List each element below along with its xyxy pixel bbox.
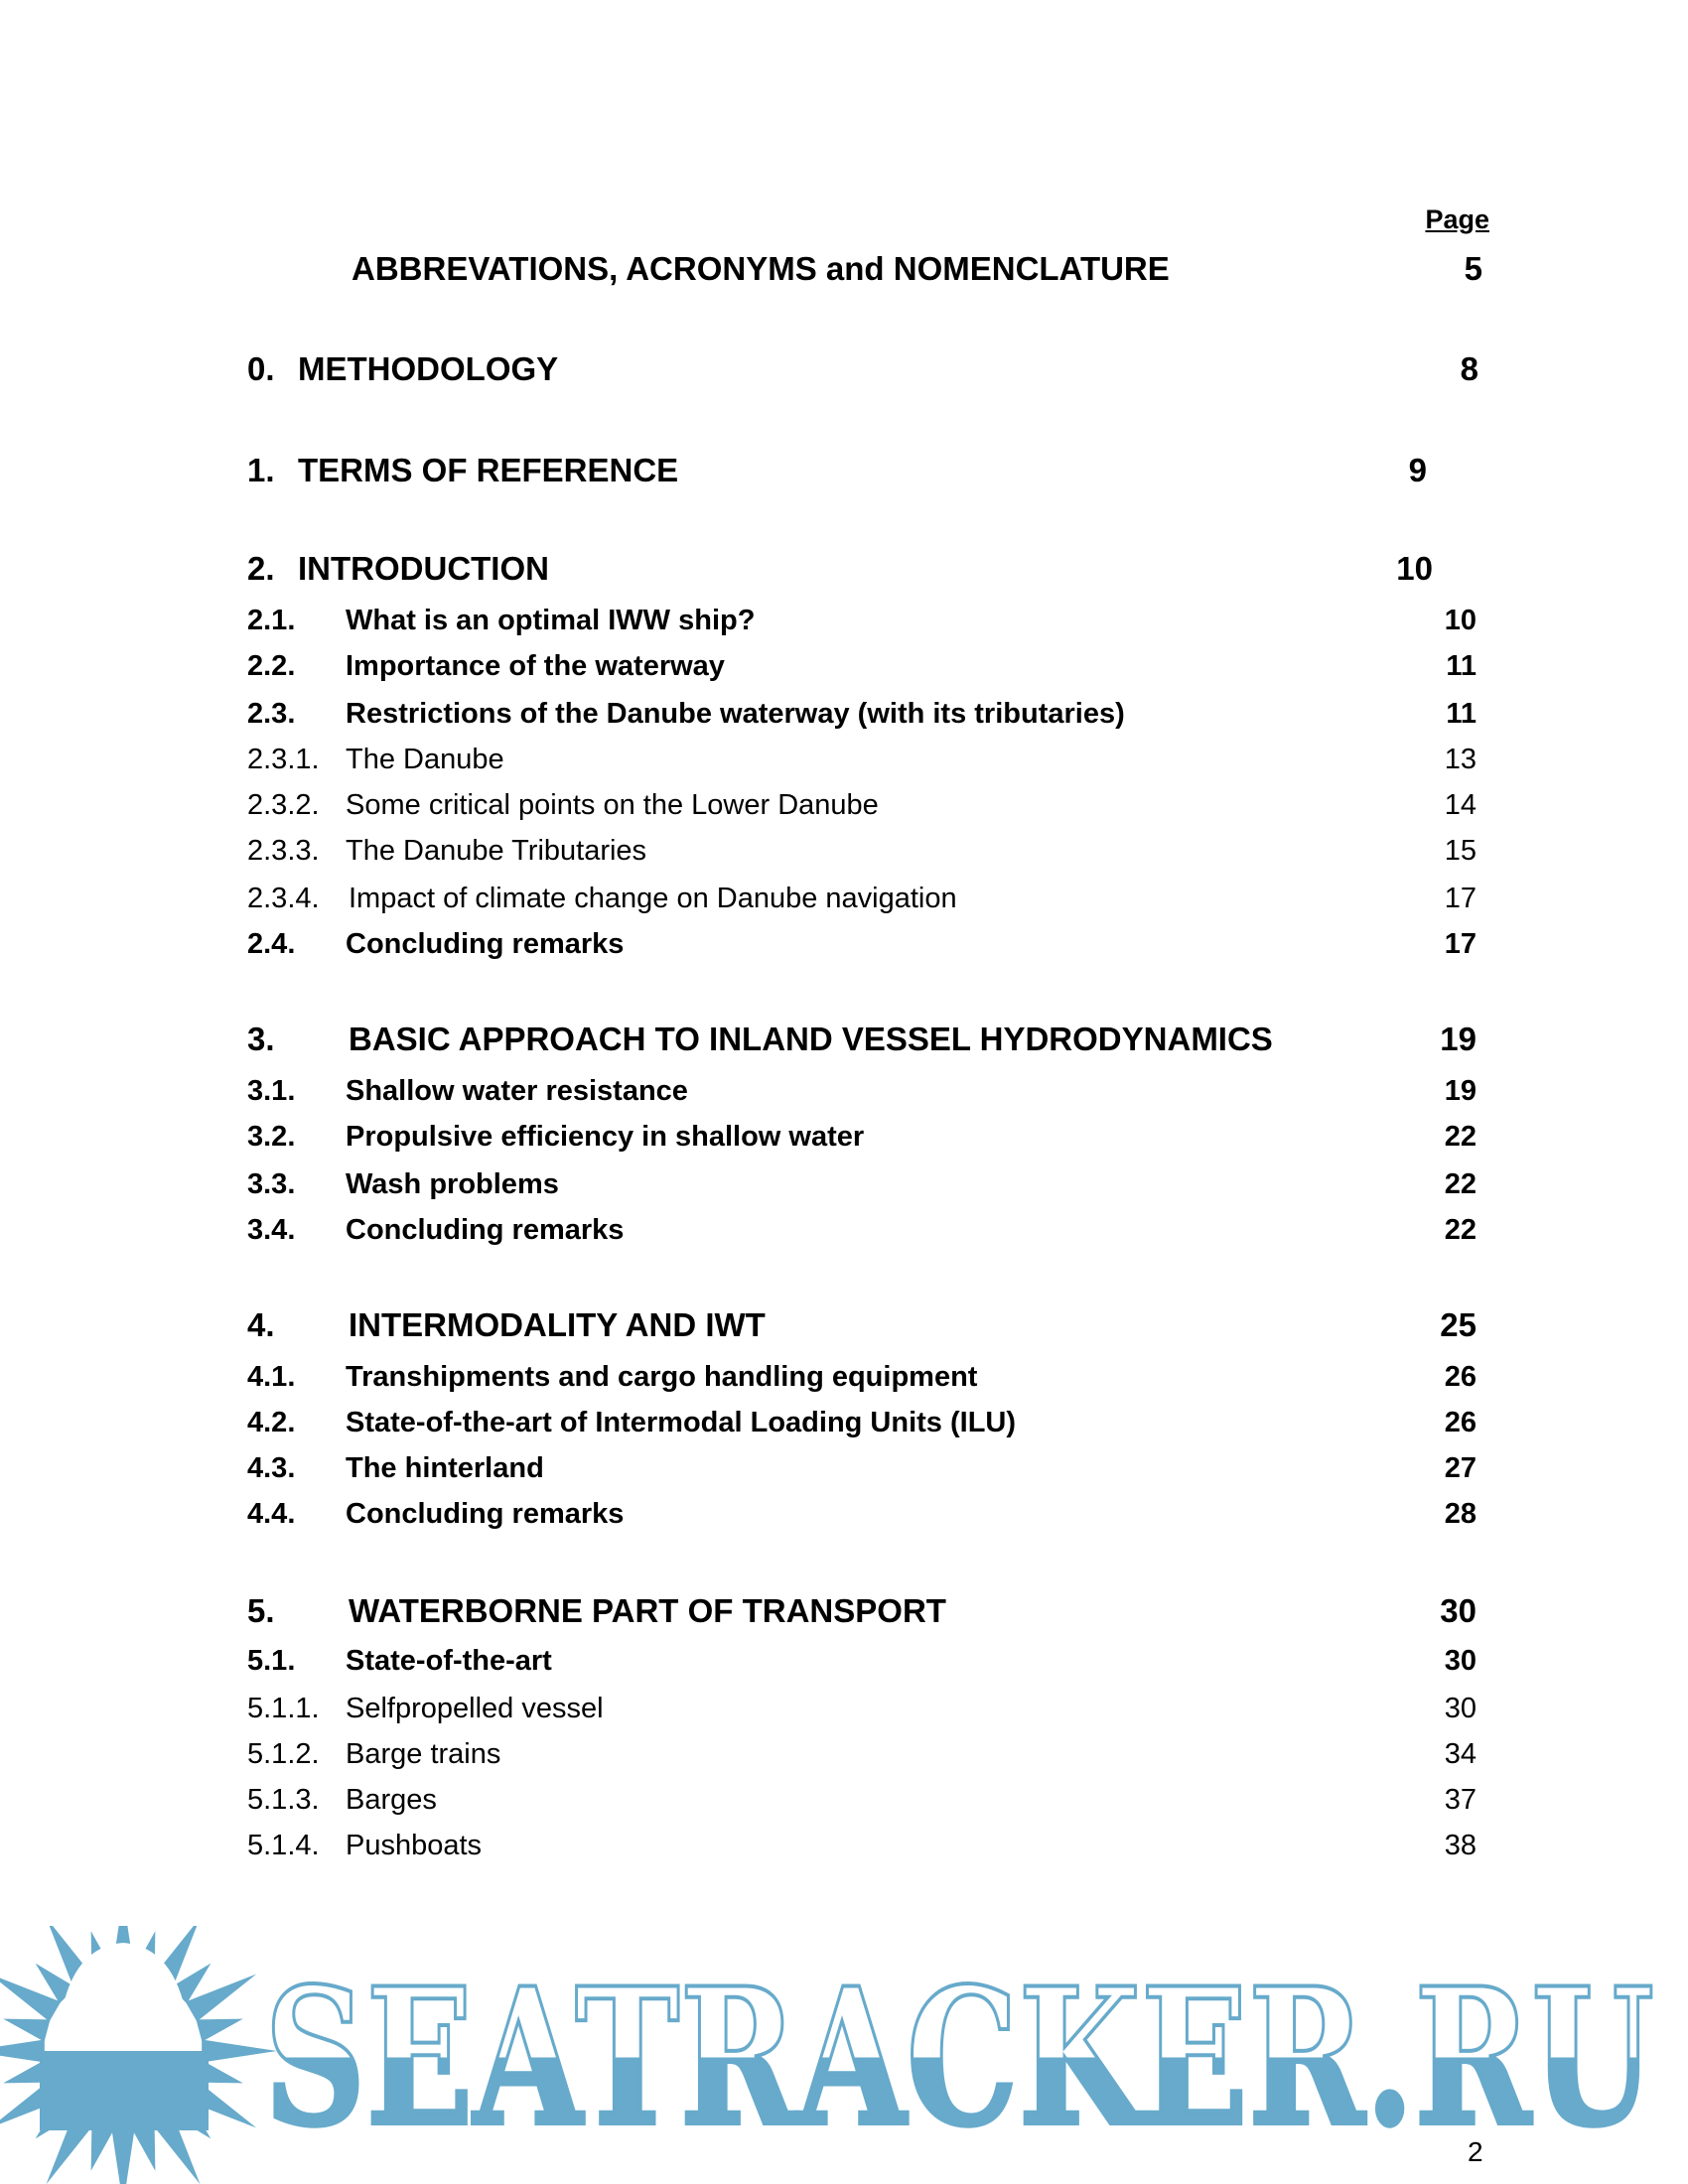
toc-entry[interactable]	[0, 1164, 1688, 1204]
toc-page: 17	[1444, 928, 1477, 960]
toc-title: The hinterland	[346, 1452, 544, 1484]
toc-number: 5.1.	[247, 1645, 296, 1677]
toc-number: 2.	[247, 550, 275, 587]
page-number: 2	[1468, 2136, 1483, 2167]
toc-number: 5.1.4.	[247, 1830, 320, 1861]
toc-page: 8	[1460, 350, 1478, 387]
sun-ray	[132, 2124, 155, 2171]
toc-page: 37	[1444, 1784, 1477, 1816]
toc-number: 3.4.	[247, 1214, 296, 1246]
seatracker-watermark-logo	[0, 1926, 1688, 2184]
toc-entry[interactable]	[0, 694, 1688, 734]
sun-ray	[112, 2129, 135, 2184]
toc-number: 4.1.	[247, 1361, 296, 1393]
toc-title: What is an optimal IWW ship?	[346, 605, 756, 636]
sun-ray	[0, 2040, 45, 2063]
toc-page: 22	[1444, 1168, 1477, 1200]
toc-title: Some critical points on the Lower Danube	[346, 789, 879, 821]
toc-entry[interactable]	[0, 740, 1688, 779]
toc-entry[interactable]	[0, 1403, 1688, 1442]
toc-entry[interactable]	[0, 1448, 1688, 1488]
toc-title: State-of-the-art of Intermodal Loading Units (ILU)	[346, 1407, 1017, 1438]
toc-page: 30	[1440, 1592, 1477, 1629]
toc-entry[interactable]	[0, 451, 1688, 490]
toc-page: 17	[1444, 883, 1477, 914]
toc-number: 3.1.	[247, 1075, 296, 1107]
toc-number: 2.3.1.	[247, 744, 320, 775]
toc-page: 26	[1444, 1407, 1477, 1438]
toc-entry[interactable]	[0, 1826, 1688, 1865]
toc-page: 22	[1444, 1121, 1477, 1153]
toc-number: 5.1.1.	[247, 1693, 320, 1724]
toc-number: 4.4.	[247, 1498, 296, 1530]
toc-title: The Danube	[346, 744, 504, 775]
toc-number: 3.2.	[247, 1121, 296, 1153]
toc-page: 10	[1444, 605, 1477, 636]
toc-entry[interactable]	[0, 1734, 1688, 1774]
toc-page: 26	[1444, 1361, 1477, 1393]
toc-page: 28	[1444, 1498, 1477, 1530]
sun-ray	[3, 2019, 50, 2042]
toc-page: 34	[1444, 1738, 1477, 1770]
toc-title: Importance of the waterway	[346, 650, 725, 682]
toc-number: 2.4.	[247, 928, 296, 960]
toc-entry[interactable]	[0, 1210, 1688, 1250]
toc-title: INTERMODALITY AND IWT	[349, 1306, 766, 1343]
toc-page: 15	[1444, 835, 1477, 867]
toc-number: 3.	[247, 1021, 275, 1057]
page-column-header: Page	[1425, 205, 1489, 234]
toc-title: Concluding remarks	[346, 1498, 625, 1530]
toc-number: 2.3.3.	[247, 835, 320, 867]
toc-page: 19	[1444, 1075, 1477, 1107]
toc-page: 14	[1444, 789, 1477, 821]
toc-page: 10	[1396, 550, 1433, 587]
toc-page: 5	[1464, 250, 1482, 287]
toc-title: State-of-the-art	[346, 1645, 552, 1677]
toc-title: TERMS OF REFERENCE	[298, 452, 679, 488]
sun-icon	[0, 1926, 277, 2184]
toc-title: Restrictions of the Danube waterway (with its tributaries)	[346, 698, 1125, 730]
toc-number: 2.2.	[247, 650, 296, 682]
toc-title: BASIC APPROACH TO INLAND VESSEL HYDRODYNAMICS	[349, 1021, 1273, 1057]
toc-title: INTRODUCTION	[298, 550, 549, 587]
toc-number: 4.3.	[247, 1452, 296, 1484]
toc-entry[interactable]	[0, 549, 1688, 589]
toc-page: 13	[1444, 744, 1477, 775]
toc-entry[interactable]	[0, 1117, 1688, 1157]
toc-page: 11	[1446, 650, 1477, 682]
toc-number: 2.3.4.	[247, 883, 320, 914]
toc-number: 1.	[247, 452, 275, 488]
toc-entry[interactable]	[0, 1305, 1688, 1345]
toc-title: Wash problems	[346, 1168, 559, 1200]
toc-title: ABBREVATIONS, ACRONYMS and NOMENCLATURE	[352, 250, 1170, 287]
toc-number: 2.1.	[247, 605, 296, 636]
toc-title: WATERBORNE PART OF TRANSPORT	[349, 1592, 946, 1629]
toc-entry[interactable]	[0, 1020, 1688, 1059]
toc-number: 4.	[247, 1306, 275, 1343]
toc-number: 0.	[247, 350, 275, 387]
toc-entry[interactable]	[0, 349, 1688, 389]
toc-entry[interactable]	[0, 1780, 1688, 1820]
toc-page: 38	[1444, 1830, 1477, 1861]
toc-title: Concluding remarks	[346, 928, 625, 960]
toc-title: Propulsive efficiency in shallow water	[346, 1121, 865, 1153]
toc-number: 3.3.	[247, 1168, 296, 1200]
toc-title: METHODOLOGY	[298, 350, 559, 387]
sun-ray	[91, 2124, 114, 2171]
toc-title: Barges	[346, 1784, 437, 1816]
toc-title: Transhipments and cargo handling equipment	[346, 1361, 978, 1393]
toc-page: 19	[1440, 1021, 1477, 1057]
toc-entry[interactable]	[0, 1494, 1688, 1534]
toc-number: 2.3.	[247, 698, 296, 730]
sun-ray	[197, 2019, 243, 2042]
toc-entry[interactable]	[0, 1071, 1688, 1111]
toc-number: 2.3.2.	[247, 789, 320, 821]
toc-entry[interactable]	[0, 1357, 1688, 1397]
toc-entry[interactable]	[0, 879, 1688, 918]
toc-entry[interactable]	[0, 1591, 1688, 1631]
toc-title: The Danube Tributaries	[346, 835, 647, 867]
toc-page: 9	[1408, 452, 1427, 488]
toc-page: 27	[1444, 1452, 1477, 1484]
toc-page: 25	[1440, 1306, 1477, 1343]
toc-title: Concluding remarks	[346, 1214, 625, 1246]
toc-title: Shallow water resistance	[346, 1075, 688, 1107]
toc-title: Impact of climate change on Danube navigation	[349, 883, 957, 914]
toc-number: 5.1.2.	[247, 1738, 320, 1770]
toc-page: 11	[1446, 698, 1477, 730]
toc-number: 5.1.3.	[247, 1784, 320, 1816]
toc-entry[interactable]	[0, 249, 1688, 289]
toc-entry[interactable]	[0, 785, 1688, 825]
toc-entry[interactable]	[0, 646, 1688, 686]
toc-page: 22	[1444, 1214, 1477, 1246]
toc-title: Selfpropelled vessel	[346, 1693, 604, 1724]
toc-entry[interactable]	[0, 924, 1688, 964]
toc-number: 5.	[247, 1592, 275, 1629]
toc-entry[interactable]	[0, 1641, 1688, 1681]
toc-page: 30	[1444, 1693, 1477, 1724]
toc-entry[interactable]	[0, 601, 1688, 640]
toc-entry[interactable]	[0, 831, 1688, 871]
toc-title: Pushboats	[346, 1830, 483, 1861]
toc-title: Barge trains	[346, 1738, 501, 1770]
toc-page: 30	[1444, 1645, 1477, 1677]
toc-entry[interactable]	[0, 1689, 1688, 1728]
watermark-text: SEATRACKER.RU	[264, 1947, 1654, 2168]
toc-number: 4.2.	[247, 1407, 296, 1438]
